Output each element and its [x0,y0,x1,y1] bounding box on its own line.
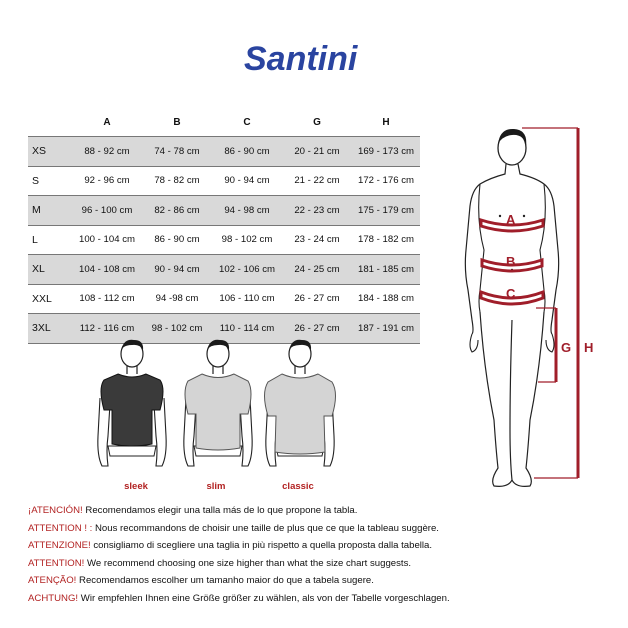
advice-note [28,520,618,538]
size-label: S [28,166,72,196]
measurement-cell: 178 - 182 cm [352,225,420,255]
column-header-h: H [382,116,390,128]
measurement-cell: 94 - 98 cm [212,196,282,226]
size-chart-table [28,108,420,344]
table-row [28,196,420,226]
measurement-cell: 86 - 90 cm [212,137,282,167]
size-label: 3XL [28,314,72,344]
advice-note-text: Wir empfehlen Ihnen eine Größe größer zu wählen, als von der Tabelle vorgeschlagen. [78,592,450,604]
advice-note [28,555,618,573]
size-label: M [28,196,72,226]
fit-label-slim: slim [206,481,226,492]
brand-name: Santini [244,40,358,78]
sleek-figure [98,340,166,466]
label-g: G [561,340,572,355]
column-header-c: C [243,116,251,128]
measurement-cell: 184 - 188 cm [352,284,420,314]
advice-note-text: Recomendamos elegir una talla más de lo que propone la tabla. [82,505,358,516]
size-advice-notes [28,502,618,608]
column-header-b: B [173,116,181,128]
size-label: L [28,225,72,255]
measurement-cell: 21 - 22 cm [282,166,352,196]
advice-note-lead: ¡ATENCIÓN! [28,505,83,516]
label-c: C [506,286,516,301]
measurement-cell: 172 - 176 cm [352,166,420,196]
measurement-cell: 22 - 23 cm [282,196,352,226]
fit-label-classic: classic [282,481,314,492]
measurement-cell: 110 - 114 cm [212,314,282,344]
column-header-a: A [103,116,111,128]
advice-note-lead: ATTENTION! [28,557,85,569]
table-header-row [28,108,420,137]
body-measurement-figure [450,120,610,495]
measurement-cell: 74 - 78 cm [142,137,212,167]
table-row [28,255,420,285]
measurement-cell: 98 - 102 cm [142,314,212,344]
measurement-cell: 78 - 82 cm [142,166,212,196]
advice-note [28,572,618,590]
fit-label-sleek: sleek [124,481,148,492]
measurement-cell: 181 - 185 cm [352,255,420,285]
column-header-g: G [313,116,321,128]
table-row [28,166,420,196]
measurement-cell: 96 - 100 cm [72,196,142,226]
advice-note-text: consigliamo di scegliere una taglia in più rispetto a quella proposta dalla tabella. [90,540,433,552]
measurement-cell: 102 - 106 cm [212,255,282,285]
measurement-cell: 112 - 116 cm [72,314,142,344]
measurement-cell: 26 - 27 cm [282,314,352,344]
measurement-cell: 90 - 94 cm [212,166,282,196]
measurement-cell: 100 - 104 cm [72,225,142,255]
table-row [28,284,420,314]
advice-note-lead: ACHTUNG! [28,592,79,604]
advice-note-lead: ATENÇÃO! [28,575,77,587]
table-row [28,137,420,167]
classic-figure [265,340,336,466]
label-b: B [506,254,516,269]
measurement-cell: 94 -98 cm [142,284,212,314]
advice-note-text: Recomendamos escolher um tamanho maior do que a tabela sugere. [76,575,374,587]
advice-note-lead: ATTENZIONE! [28,540,91,552]
advice-note-text: We recommend choosing one size higher than what the size chart suggests. [84,557,412,569]
advice-note [28,502,618,520]
advice-note [28,537,618,555]
table-row [28,225,420,255]
measurement-cell: 82 - 86 cm [142,196,212,226]
brand-logo [244,40,384,86]
measurement-cell: 169 - 173 cm [352,137,420,167]
measurement-cell: 26 - 27 cm [282,284,352,314]
measurement-cell: 86 - 90 cm [142,225,212,255]
size-label: XXL [28,284,72,314]
advice-note-text: Nous recommandons de choisir une taille de plus que ce que la tableau suggère. [92,522,439,534]
measurement-cell: 88 - 92 cm [72,137,142,167]
measurement-cell: 187 - 191 cm [352,314,420,344]
slim-figure [184,340,252,466]
advice-note-lead: ATTENTION ! : [28,522,93,534]
measurement-cell: 23 - 24 cm [282,225,352,255]
measurement-cell: 92 - 96 cm [72,166,142,196]
fit-figures [94,336,344,478]
measurement-cell: 104 - 108 cm [72,255,142,285]
measurement-cell: 24 - 25 cm [282,255,352,285]
column-header [28,108,72,137]
label-h: H [584,340,594,355]
measurement-cell: 98 - 102 cm [212,225,282,255]
size-label: XS [28,137,72,167]
measurement-cell: 175 - 179 cm [352,196,420,226]
advice-note [28,590,618,608]
size-label: XL [28,255,72,285]
label-a: A [506,212,516,227]
measurement-cell: 106 - 110 cm [212,284,282,314]
measurement-cell: 90 - 94 cm [142,255,212,285]
measurement-cell: 108 - 112 cm [72,284,142,314]
measurement-cell: 20 - 21 cm [282,137,352,167]
